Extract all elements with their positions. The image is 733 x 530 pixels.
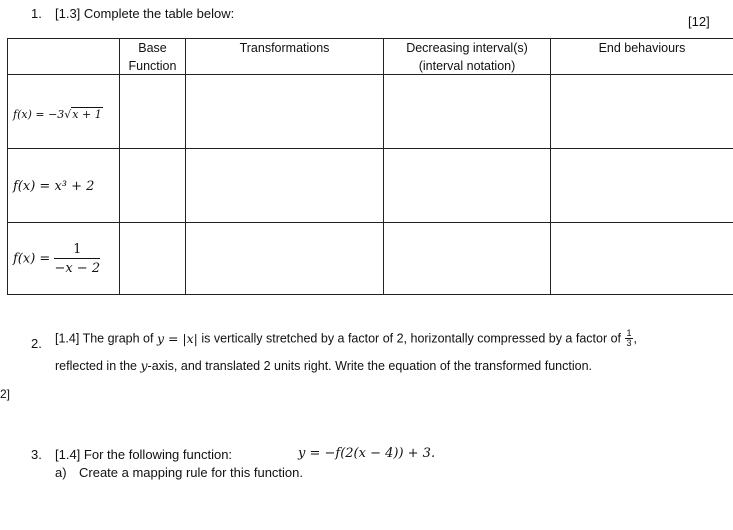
q1-number: 1. — [31, 6, 42, 21]
cell-r3-decreasing[interactable] — [384, 223, 550, 294]
q3-prompt: [1.4] For the following function: — [55, 447, 233, 462]
row2-function: f(x) = x³ + 2 — [13, 179, 95, 194]
cell-r2-end-behaviours[interactable] — [551, 149, 733, 222]
q1-prompt: [1.3] Complete the table below: — [55, 6, 235, 21]
q3a-label: a) — [55, 465, 67, 480]
cell-r1-base[interactable] — [120, 75, 185, 148]
q2-number: 2. — [31, 336, 42, 351]
margin-fragment: 2] — [0, 387, 11, 401]
q2-line2: reflected in the y-axis, and translated 2 units right. Write the equation of the transformed function. — [55, 358, 592, 373]
cell-r3-base[interactable] — [120, 223, 185, 294]
answer-table — [7, 38, 733, 295]
cell-r3-end-behaviours[interactable] — [551, 223, 733, 294]
q2-line1: [1.4] The graph of y = |x| is vertically stretched by a factor of 2, horizontally compressed by a factor of $\frac{1}{3}$ , — [55, 328, 637, 348]
cell-r2-transformations[interactable] — [186, 149, 383, 222]
cell-r2-decreasing[interactable] — [384, 149, 550, 222]
header-base-function: Base Function — [128, 41, 177, 73]
cell-r2-base[interactable] — [120, 149, 185, 222]
row3-function: f(x) = $\frac{1}{-x - 2}$ — [13, 242, 101, 276]
header-decreasing-intervals: Decreasing interval(s) (interval notation) — [406, 41, 528, 73]
cell-r1-end-behaviours[interactable] — [551, 75, 733, 148]
cell-r1-transformations[interactable] — [186, 75, 383, 148]
row1-function: f(x) = −3√x + 1 — [13, 108, 102, 121]
q1-marks: [12] — [688, 14, 710, 29]
cell-r3-transformations[interactable] — [186, 223, 383, 294]
q3-equation: y = −f(2(x − 4)) + 3. — [298, 446, 436, 461]
header-end-behaviours: End behaviours — [598, 41, 686, 55]
header-transformations: Transformations — [239, 41, 330, 55]
q3-number: 3. — [31, 447, 42, 462]
q3a-prompt: Create a mapping rule for this function. — [79, 465, 304, 480]
cell-r1-decreasing[interactable] — [384, 75, 550, 148]
